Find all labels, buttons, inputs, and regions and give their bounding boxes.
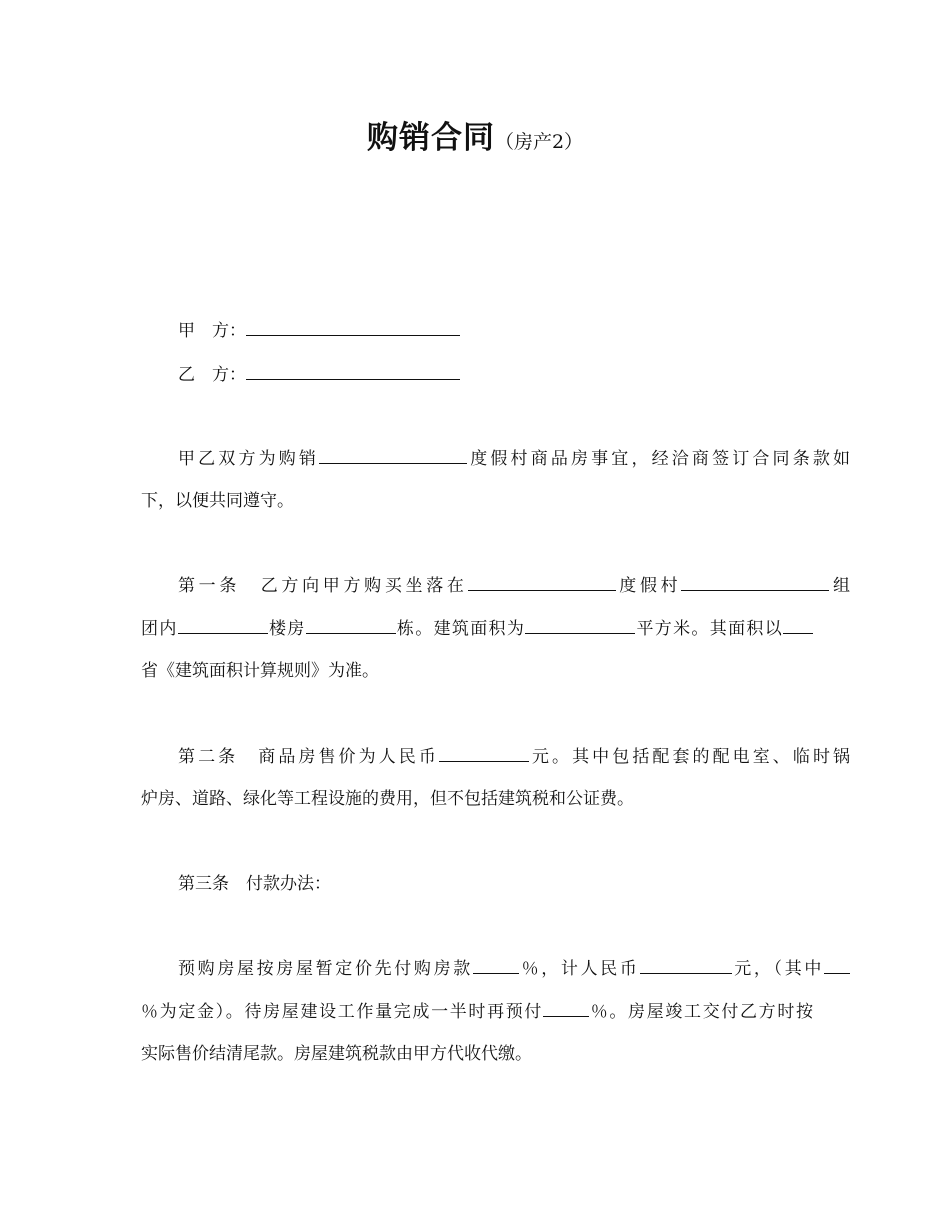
article1-text-8: 省《建筑面积计算规则》为准。 — [141, 661, 379, 681]
group-blank — [681, 573, 829, 591]
party-b-blank — [246, 362, 460, 380]
intro-line-1 — [141, 446, 850, 471]
article3-heading — [141, 872, 850, 896]
intro-text-2: 度假村商品房事宜，经洽商签订合同条款如 — [467, 449, 850, 469]
down-payment-amount-blank — [640, 956, 732, 974]
intro-line-2 — [141, 489, 813, 513]
page-title — [0, 112, 950, 157]
article2-line-1 — [141, 744, 850, 769]
article1-text-1: 第一条 乙方向甲方购买坐落在 — [178, 576, 468, 596]
deposit-percent-blank — [824, 956, 850, 974]
article1-text-6: 栋。建筑面积为 — [395, 619, 526, 639]
article1-text-5: 楼房 — [267, 619, 306, 639]
price-blank — [439, 744, 529, 762]
payment-line-1 — [141, 956, 850, 981]
party-b-label: 乙 方： — [178, 365, 246, 385]
article1-line-3 — [141, 659, 813, 683]
resort-name-blank — [319, 446, 467, 464]
article3-text: 第三条 付款办法： — [178, 874, 331, 894]
article2-text-2: 元。其中包括配套的配电室、临时锅 — [528, 747, 850, 767]
building-blank — [306, 616, 396, 634]
party-a-label: 甲 方： — [178, 321, 246, 341]
article1-text-7: 平方米。其面积以 — [635, 619, 784, 639]
party-b-line — [141, 362, 850, 387]
location-blank — [468, 573, 616, 591]
payment-text-1: 预购房屋按房屋暂定价先付购房款 — [178, 959, 473, 979]
cluster-blank — [178, 616, 268, 634]
province-blank — [783, 616, 813, 634]
down-payment-percent-blank — [473, 956, 519, 974]
article2-text-3: 炉房、道路、绿化等工程设施的费用，但不包括建筑税和公证费。 — [141, 789, 634, 809]
second-payment-percent-blank — [543, 999, 589, 1017]
payment-text-2: ％，计人民币 — [518, 959, 640, 979]
article2-line-2 — [141, 787, 813, 811]
payment-text-6: 实际售价结清尾款。房屋建筑税款由甲方代收代缴。 — [141, 1044, 532, 1064]
party-a-line — [141, 318, 850, 343]
area-blank — [525, 616, 635, 634]
article1-line-2 — [141, 616, 813, 641]
article1-text-2: 度假村 — [615, 576, 682, 596]
article1-text-4: 团内 — [141, 619, 178, 639]
article1-text-3: 组 — [829, 576, 850, 596]
payment-line-2 — [141, 999, 813, 1024]
intro-text-1: 甲乙双方为购销 — [178, 449, 320, 469]
article2-text-1: 第二条 商品房售价为人民币 — [178, 747, 439, 767]
payment-line-3 — [141, 1042, 813, 1066]
payment-text-4: ％为定金）。待房屋建设工作量完成一半时再预付 — [141, 1002, 544, 1022]
party-a-blank — [246, 318, 460, 336]
title-subtitle: （房产2） — [494, 131, 584, 153]
payment-text-3: 元，（其中 — [731, 959, 825, 979]
intro-text-3: 下，以便共同遵守。 — [141, 491, 294, 511]
payment-text-5: ％。房屋竣工交付乙方时按 — [589, 1002, 813, 1022]
article1-line-1 — [141, 573, 850, 598]
title-main: 购销合同 — [366, 120, 495, 156]
